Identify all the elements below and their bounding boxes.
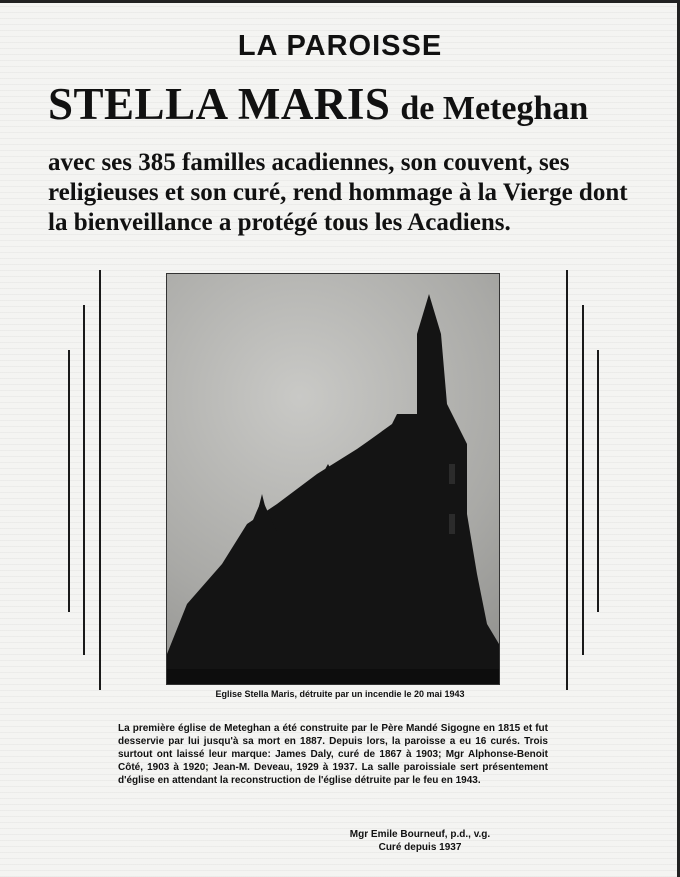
kicker-heading: LA PAROISSE [237, 30, 443, 62]
headline [48, 78, 628, 130]
top-border-rule [0, 0, 680, 3]
body-paragraph: La première église de Meteghan a été construite par le Père Mandé Sigogne en 1815 et fut desservie par lui jusqu'à sa mort en 1887. Depuis lors, la paroisse a eu 16 curés. Trois surtout ont laissé leur marque: James Daly, curé de 1867 à 1903; Mgr Alphonse-Benoit Côté, 1903 à 1920; Jean-M. Deveau, 1929 à 1937. La salle paroissiale sert présentement d'église en attendant la reconstruction de l'église détruite par le feu en 1943. [118, 723, 548, 786]
decorative-rule-left-2 [83, 305, 85, 655]
decorative-rule-right-1 [566, 270, 568, 690]
church-photo [166, 273, 500, 685]
headline-main: STELLA MARIS [48, 79, 391, 129]
headline-sub: de Meteghan [400, 90, 589, 127]
photo-caption: Eglise Stella Maris, détruite par un incendie le 20 mai 1943 [215, 689, 465, 699]
decorative-rule-right-3 [597, 350, 599, 612]
dek-paragraph: avec ses 385 familles acadiennes, son couvent, ses religieuses et son curé, rend hommage à la Vierge dont la bienveillance a protégé tous les Acadiens. [48, 149, 628, 236]
decorative-rule-right-2 [582, 305, 584, 655]
decorative-rule-left-1 [68, 350, 70, 612]
signature-name: Mgr Emile Bourneuf, p.d., v.g. [349, 829, 491, 840]
decorative-rule-left-3 [99, 270, 101, 690]
church-silhouette-illustration [167, 274, 499, 684]
signature-role: Curé depuis 1937 [378, 842, 462, 853]
